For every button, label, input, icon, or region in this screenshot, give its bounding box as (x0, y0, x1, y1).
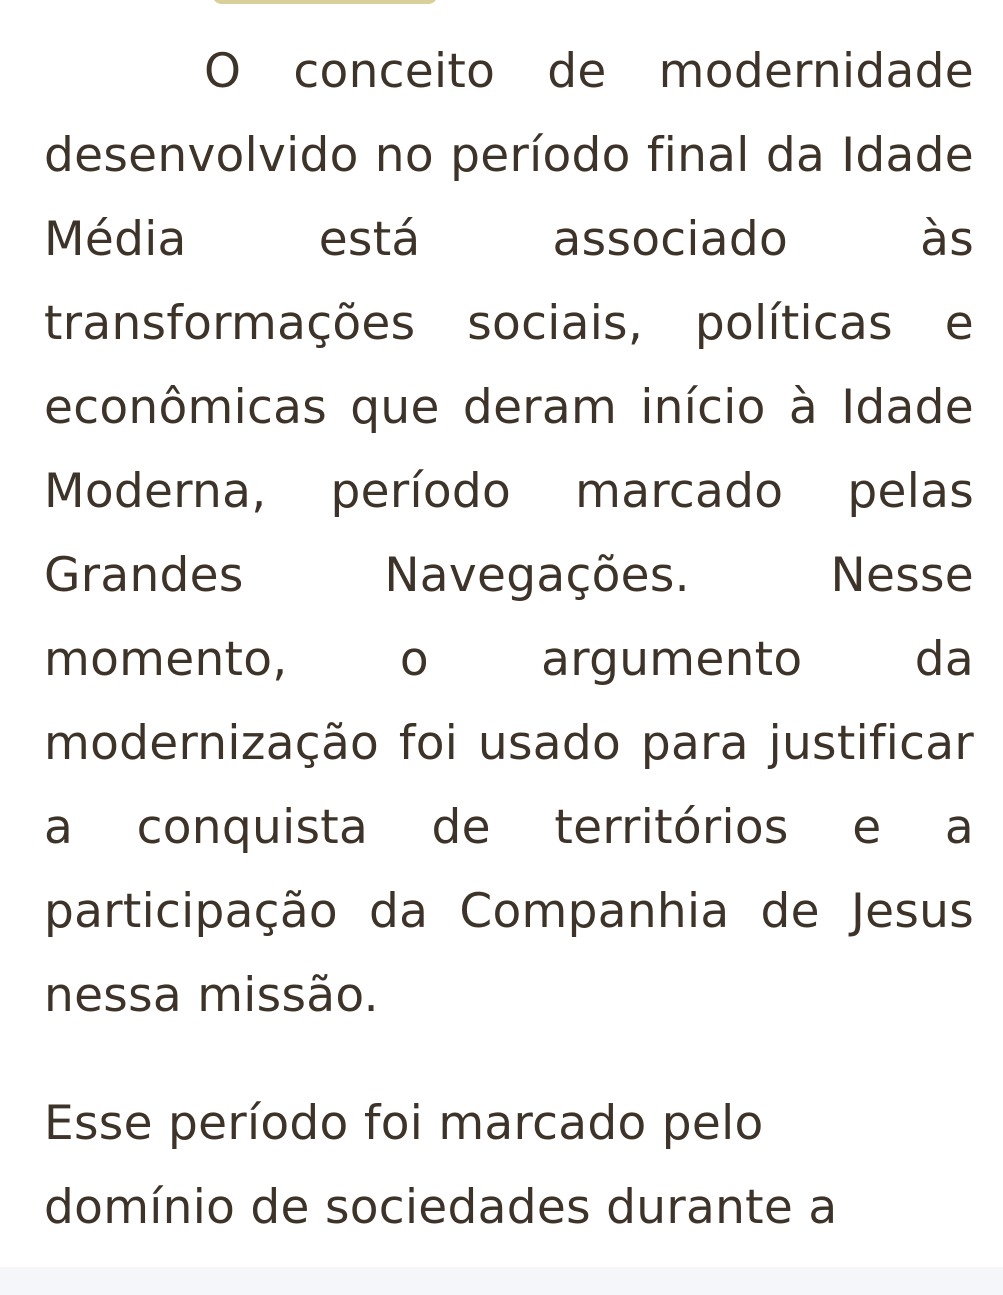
top-tab-indicator (212, 0, 438, 4)
bottom-bar (0, 1267, 1003, 1295)
paragraph-periodo: Esse período foi marcado pelo domínio de sociedades durante a (44, 1096, 838, 1235)
paragraph-modernidade: O conceito de modernidade desenvolvido no período final da Idade Média está associado às transformações sociais, políticas e econômicas que deram início à Idade Moderna, período marcado pelas Grandes Navegações. Nesse momento, o argumento da modernização foi usado para justificar a conquista de territórios e a participação da Companhia de Jesus nessa missão. (44, 44, 974, 1023)
article-content (44, 30, 974, 1250)
